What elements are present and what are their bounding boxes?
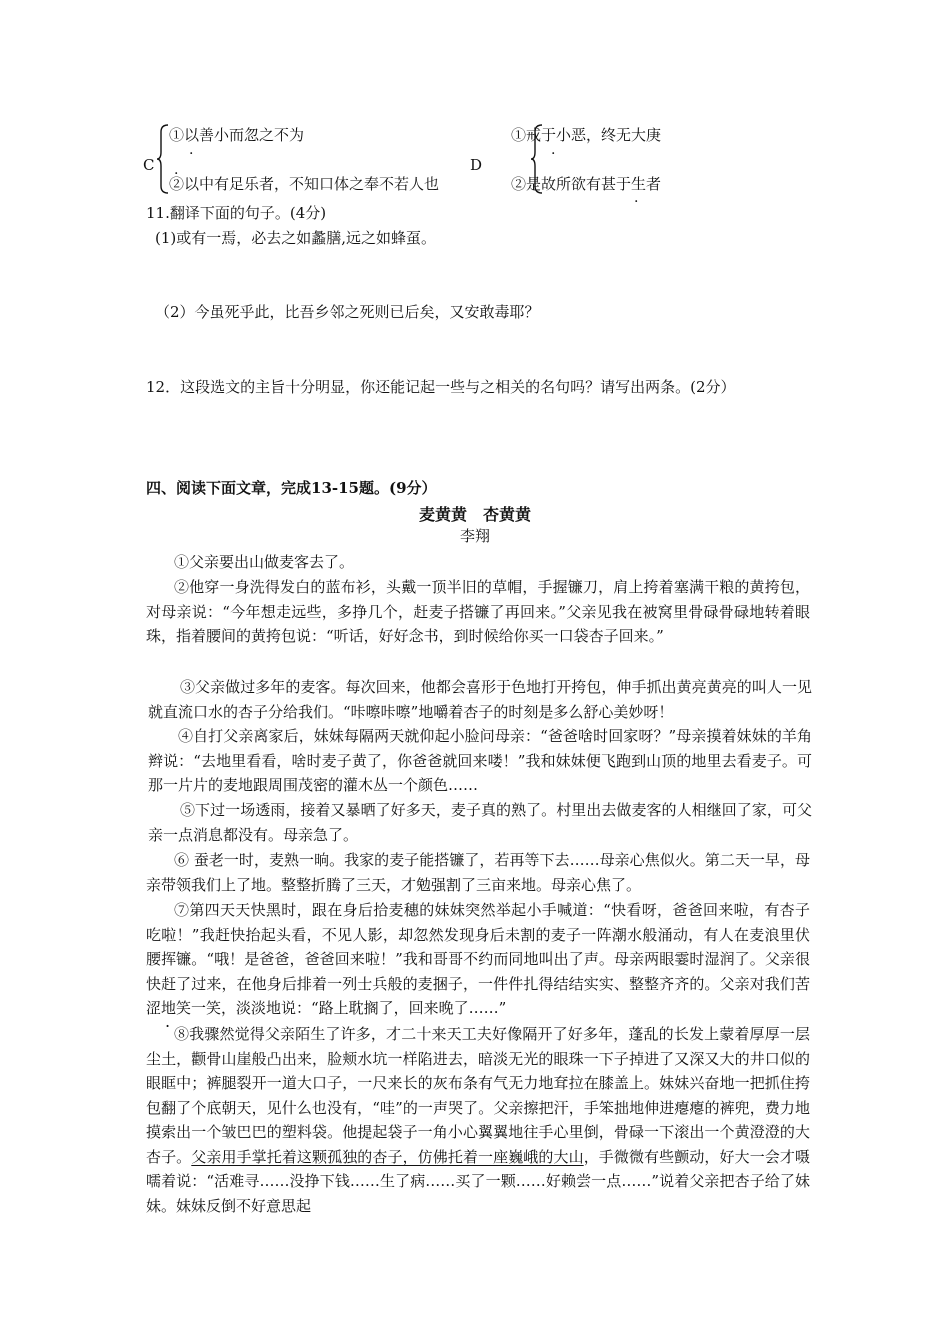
q11-heading: 11.翻译下面的句子。(4分) <box>146 204 327 222</box>
option-d-emphasis-dot1: . <box>551 142 556 158</box>
paragraph-5: ⑤下过一场透雨，接着又暴晒了好多天，麦子真的熟了。村里出去做麦客的人相继回了家，可父亲一点消息都没有。母亲急了。 <box>148 801 812 844</box>
option-c-letter: C <box>143 156 155 174</box>
paragraph-2: ②他穿一身洗得发白的蓝布衫，头戴一顶半旧的草帽，手握镰刀，肩上挎着塞满干粮的黄挎包，对母亲说：“今年想走远些，多挣几个，赶麦子搭镰了再回来。”父亲见我在被窝里骨碌骨碌地转着眼珠，指着腰间的黄挎包说：“听话，好好念书，到时候给你买一口袋杏子回来。” <box>146 578 810 645</box>
paragraph-4: ④自打父亲离家后，妹妹每隔两天就仰起小脸问母亲：“爸爸啥时回家呀？”母亲摸着妹妹的羊角辫说：“去地里看看，啥时麦子黄了，你爸爸就回来喽！”我和妹妹便飞跑到山顶的地里去看麦子。可那一片片的麦地跟周围茂密的灌木丛一个颜色…… <box>148 727 812 794</box>
paragraph-8 <box>146 1022 810 1218</box>
option-c-emphasis-dot2: . <box>174 162 179 178</box>
paragraph-3: ③父亲做过多年的麦客。每次回来，他都会喜形于色地打开挎包，伸手抓出黄亮黄亮的叫人一见就直流口水的杏子分给我们。“咔嚓咔嚓”地嚼着杏子的时刻是多么舒心美妙呀！ <box>148 678 812 721</box>
article-author: 李翔 <box>459 527 490 545</box>
q12-text: 12．这段选文的主旨十分明显，你还能记起一些与之相关的名句吗？请写出两条。(2分） <box>146 378 736 396</box>
option-c-line2: ②以中有足乐者，不知口体之奉不若人也 <box>169 175 440 193</box>
q11-sentence-1: (1)或有一焉，必去之如蠡膳,远之如蜂虿。 <box>155 229 437 247</box>
paragraph-7 <box>146 898 810 1021</box>
q11-sentence-2: （2）今虽死乎此，比吾乡邻之死则已后矣，又安敢毒耶？ <box>155 303 540 321</box>
option-c-line1: ①以善小而忽之不为 <box>169 126 305 144</box>
paragraph-1: ①父亲要出山做麦客去了。 <box>174 553 355 571</box>
article-title: 麦黄黄 杏黄黄 <box>418 505 531 524</box>
option-d-letter: D <box>470 156 483 174</box>
paragraph-6: ⑥ 蚕老一时，麦熟一晌。我家的麦子能搭镰了，若再等下去……母亲心焦似火。第二天一早，母亲带领我们上了地。整整折腾了三天，才勉强割了三亩来地。母亲心焦了。 <box>146 851 810 894</box>
section4-heading: 四、阅读下面文章，完成13-15题。(9分） <box>146 479 437 497</box>
option-d-line2: ②是故所欲有甚于生者 <box>511 175 662 193</box>
option-d-emphasis-dot2: . <box>634 190 639 206</box>
paragraph-7-text-b: 地笑一笑，淡淡地说：“路上耽搁了，回来晚了……” <box>161 999 507 1017</box>
option-d-line1: ①戒于小恶，终无大庚 <box>511 126 662 144</box>
paragraph-8-text-a: ⑧我骤然觉得父亲陌生了许多，才二十来天工夫好像隔开了好多年，蓬乱的长发上蒙着厚厚一层尘土，颧骨山崖般凸出来，脸颊水坑一样陷进去，暗淡无光的眼珠一下子掉进了又深又大的井口似的眼眶中；裤腿裂开一道大口子，一尺来长的灰布条有气无力地耷拉在膝盖上。妹妹兴奋地一把抓住挎包翻了个底朝天，见什么也没有，“哇”的一声哭了。父亲擦把汗，手笨拙地伸进瘪瘪的裤兜，费力地摸索出一个皱巴巴的塑料袋。他提起袋子一角小心翼翼地往手心里倒，骨碌一下滚出一个黄澄澄的大杏子。 <box>146 1025 810 1166</box>
paragraph-8-underlined-sentence: 父亲用手掌托着这颗孤独的杏子，仿佛托着一座巍峨的大山 <box>191 1147 584 1166</box>
paragraph-7-text-a: ⑦第四天天快黑时，跟在身后拾麦穗的妹妹突然举起小手喊道：“快看呀，爸爸回来啦，有杏子吃啦！”我赶快抬起头看，不见人影，却忽然发现身后未割的麦子一阵潮水般涌动，有人在麦浪里伏腰挥镰。“哦！是爸爸，爸爸回来啦！”我和哥哥不约而同地叫出了声。母亲两眼霎时湿润了。父亲很快赶了过来，在他身后排着一列士兵般的麦捆子，一件件扎得结结实实、整整齐齐的。父亲对我们苦 <box>146 901 810 993</box>
paragraph-7-emphasized-char: 涩 <box>146 999 162 1017</box>
option-c-brace <box>156 124 170 194</box>
option-c-emphasis-dot1: . <box>189 142 194 158</box>
paragraph-8-text-b: ，手微微有些颤动，好大一会才嗫嚅着说：“活难寻……没挣下钱……生了病……买了一颗……好赖尝一点……”说着父亲把杏子给了妹妹。妹妹反倒不好意思起 <box>146 1147 810 1215</box>
